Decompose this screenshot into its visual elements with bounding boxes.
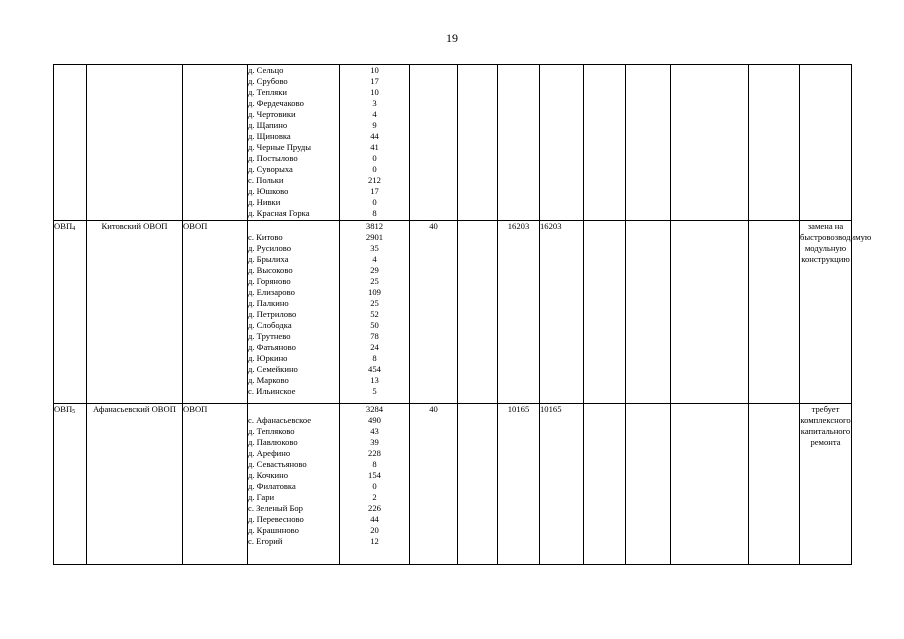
village-name: с. Егорий: [248, 536, 283, 546]
note-cell: требует комплексного капитального ремонта: [800, 404, 852, 565]
population-value: 4: [372, 109, 377, 119]
village-name: д. Горяново: [248, 276, 291, 286]
village-name: д. Палкино: [248, 298, 289, 308]
village-name: д. Арефино: [248, 448, 291, 458]
value-col-c: [540, 65, 584, 221]
village-name: с. Польки: [248, 175, 284, 185]
note-cell: [800, 65, 852, 221]
empty-cell: [584, 404, 626, 565]
village-spacer: [248, 221, 339, 232]
empty-cell: [671, 404, 749, 565]
population-value: 4: [372, 254, 377, 264]
village-name: д. Черные Пруды: [248, 142, 311, 152]
value-col-a: [410, 65, 458, 221]
facility-code-sub: 5: [72, 409, 76, 415]
village-list: [248, 65, 340, 221]
empty-cell: [626, 65, 671, 221]
facility-code-sub: 4: [72, 226, 76, 232]
facility-name: Китовский ОВОП: [87, 221, 183, 404]
population-value: 44: [370, 131, 379, 141]
population-value: 78: [370, 331, 379, 341]
population-value: 50: [370, 320, 379, 330]
value-col-a: 40: [410, 221, 458, 404]
village-name: д. Марково: [248, 375, 289, 385]
population-value: 29: [370, 265, 379, 275]
population-value: 41: [370, 142, 379, 152]
village-name: д. Суворыха: [248, 164, 293, 174]
village-name: д. Петрилово: [248, 309, 297, 319]
population-value: 25: [370, 298, 379, 308]
population-value: 17: [370, 186, 379, 196]
village-name: с. Ильинское: [248, 386, 296, 396]
population-value: 24: [370, 342, 379, 352]
village-name: д. Елизарово: [248, 287, 295, 297]
value-col-a: 40: [410, 404, 458, 565]
village-name: д. Кочкино: [248, 470, 289, 480]
population-value: 44: [370, 514, 379, 524]
empty-cell: [584, 65, 626, 221]
population-value: 226: [368, 503, 381, 513]
facility-code: ОВП: [54, 221, 73, 231]
population-value: 39: [370, 437, 379, 447]
facility-name: [87, 65, 183, 221]
empty-cell: [749, 404, 800, 565]
population-value: 17: [370, 76, 379, 86]
population-value: 10: [370, 65, 379, 75]
population-list: [340, 404, 410, 565]
population-value: 13: [370, 375, 379, 385]
population-value: 5: [372, 386, 377, 396]
village-list: [248, 404, 340, 565]
population-value: 52: [370, 309, 379, 319]
value-col-blank: [458, 404, 498, 565]
table-body: [54, 65, 872, 565]
facility-code: ОВП: [54, 404, 73, 414]
village-list: [248, 221, 340, 404]
facility-type: ОВОП: [183, 221, 248, 404]
village-name: д. Семейкино: [248, 364, 298, 374]
village-name: д. Срубово: [248, 76, 288, 86]
empty-cell: [749, 221, 800, 404]
village-name: с. Афанасьевское: [248, 415, 312, 425]
village-name: д. Юшково: [248, 186, 289, 196]
population-value: 10: [370, 87, 379, 97]
village-name: д. Брылиха: [248, 254, 289, 264]
village-name: д. Севастьяново: [248, 459, 307, 469]
population-value: 0: [372, 164, 377, 174]
population-value: 2901: [365, 232, 384, 242]
village-name: д. Тепляки: [248, 87, 288, 97]
value-col-b: [498, 65, 540, 221]
village-name: д. Павлюково: [248, 437, 298, 447]
village-name: д. Фатьяново: [248, 342, 296, 352]
village-name: д. Нивки: [248, 197, 281, 207]
table-row: [54, 404, 852, 565]
village-name: д. Чертовики: [248, 109, 296, 119]
village-name: д. Юркино: [248, 353, 288, 363]
population-value: 43: [370, 426, 379, 436]
population-value: 0: [372, 153, 377, 163]
population-value: 212: [368, 175, 381, 185]
village-name: д. Трутнево: [248, 331, 291, 341]
village-name: с. Зеленый Бор: [248, 503, 303, 513]
facility-code-cell: [54, 65, 87, 221]
empty-cell: [671, 221, 749, 404]
village-name: д. Фердечаково: [248, 98, 304, 108]
village-name: д. Высоково: [248, 265, 293, 275]
value-col-b: 10165: [498, 404, 540, 565]
population-value: 8: [372, 353, 377, 363]
village-name: д. Крашнново: [248, 525, 299, 535]
empty-cell: [749, 65, 800, 221]
village-name: д. Гари: [248, 492, 275, 502]
population-value: 490: [368, 415, 381, 425]
page-number: 19: [446, 31, 458, 45]
empty-cell: [626, 221, 671, 404]
village-name: д. Слободка: [248, 320, 292, 330]
village-name: д. Красная Горка: [248, 208, 310, 218]
village-name: д. Сельцо: [248, 65, 284, 75]
value-col-blank: [458, 65, 498, 221]
table-row: [54, 221, 852, 404]
empty-cell: [584, 221, 626, 404]
population-value: 25: [370, 276, 379, 286]
facility-name: Афанасьевский ОВОП: [87, 404, 183, 565]
population-total: 3812: [365, 221, 384, 231]
village-name: д. Постылово: [248, 153, 298, 163]
population-value: 228: [368, 448, 381, 458]
population-value: 154: [368, 470, 381, 480]
facility-type: ОВОП: [183, 404, 248, 565]
population-value: 3: [372, 98, 377, 108]
village-name: с. Китово: [248, 232, 283, 242]
population-value: 109: [368, 287, 381, 297]
population-value: 8: [372, 208, 377, 218]
value-col-c: 10165: [540, 404, 584, 565]
village-name: д. Перевесново: [248, 514, 304, 524]
empty-cell: [626, 404, 671, 565]
population-list: [340, 221, 410, 404]
population-value: 9: [372, 120, 377, 130]
village-name: д. Щапино: [248, 120, 288, 130]
facility-code-cell: [54, 404, 87, 565]
note-cell: замена на быстровозводимую модульную конструкцию: [800, 221, 852, 404]
population-value: 454: [368, 364, 381, 374]
population-value: 12: [370, 536, 379, 546]
population-list: [340, 65, 410, 221]
table-row: [54, 65, 852, 221]
village-spacer: [248, 404, 339, 415]
village-name: д. Филатовка: [248, 481, 296, 491]
population-value: 20: [370, 525, 379, 535]
facility-type: [183, 65, 248, 221]
population-value: 35: [370, 243, 379, 253]
facilities-table: [53, 64, 872, 565]
village-name: д. Щиновка: [248, 131, 291, 141]
empty-cell: [671, 65, 749, 221]
facility-code-cell: [54, 221, 87, 404]
value-col-c: 16203: [540, 221, 584, 404]
village-name: д. Тепляково: [248, 426, 295, 436]
value-col-blank: [458, 221, 498, 404]
population-value: 0: [372, 197, 377, 207]
village-name: д. Русилово: [248, 243, 292, 253]
population-value: 8: [372, 459, 377, 469]
population-value: 0: [372, 481, 377, 491]
value-col-b: 16203: [498, 221, 540, 404]
population-total: 3284: [365, 404, 384, 414]
population-value: 2: [372, 492, 377, 502]
